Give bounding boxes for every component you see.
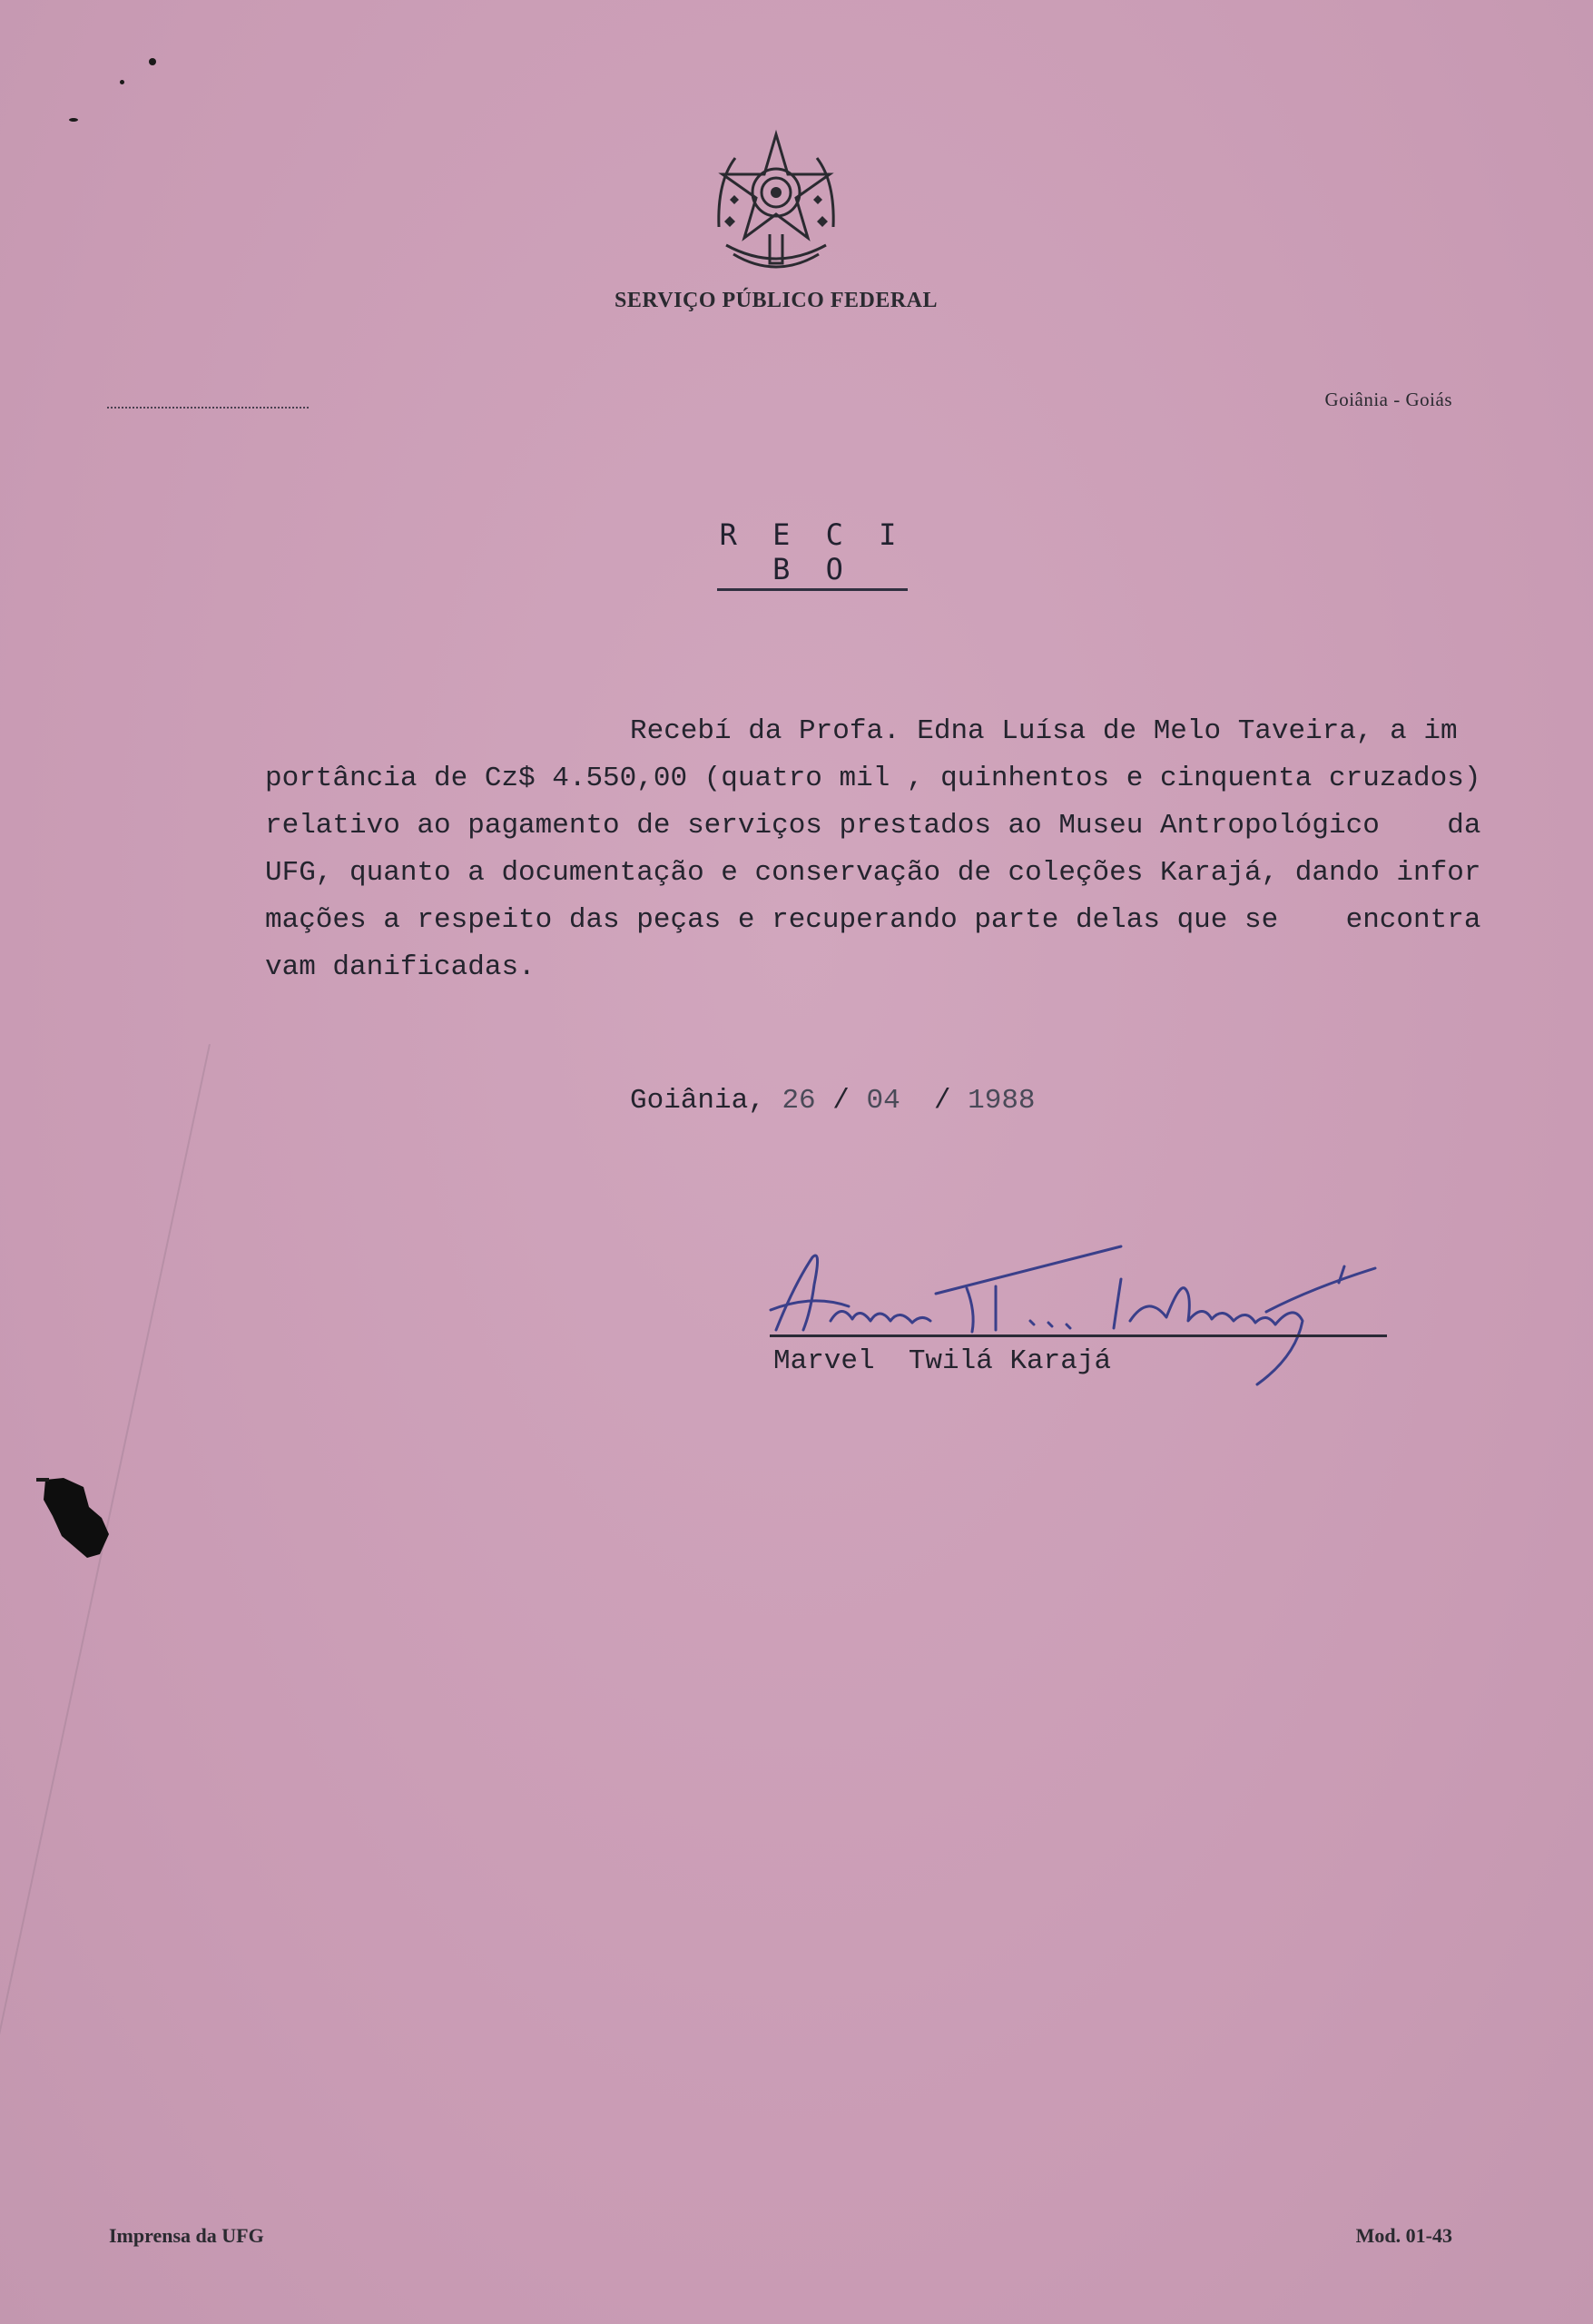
signer-name: Marvel Twilá Karajá xyxy=(773,1345,1112,1377)
body-line: vam danificadas. xyxy=(265,951,536,983)
date-place: Goiânia, xyxy=(630,1085,765,1117)
ink-specks xyxy=(54,54,127,127)
date-month: 04 xyxy=(866,1085,900,1117)
paper-crease xyxy=(0,1044,211,2288)
date-day: 26 xyxy=(782,1085,816,1117)
date-year: 1988 xyxy=(968,1085,1036,1117)
receipt-body xyxy=(265,708,1481,991)
signature-line xyxy=(770,1334,1387,1337)
city-header: Goiânia - Goiás xyxy=(1324,389,1452,410)
form-code: Mod. 01-43 xyxy=(1355,2224,1452,2247)
date-line: Goiânia, 26 / 04 / 1988 xyxy=(630,1085,1036,1117)
printer-credit: Imprensa da UFG xyxy=(109,2224,264,2247)
body-line: portância de Cz$ 4.550,00 (quatro mil , quinhentos e cinquenta cruzados) xyxy=(265,763,1481,794)
body-line: relativo ao pagamento de serviços prestados ao Museu Antropológico da xyxy=(265,810,1481,842)
dotted-line xyxy=(107,407,309,409)
ink-blot xyxy=(36,1471,118,1571)
document-title: R E C I B O xyxy=(717,517,908,591)
body-line: mações a respeito das peças e recuperando parte delas que se encontra xyxy=(265,904,1481,936)
coat-of-arms-emblem xyxy=(699,127,853,281)
body-line: UFG, quanto a documentação e conservação de coleções Karajá, dando infor xyxy=(265,857,1481,889)
service-heading: SERVIÇO PÚBLICO FEDERAL xyxy=(614,289,939,312)
body-line: Recebí da Profa. Edna Luísa de Melo Taveira, a im xyxy=(630,715,1458,747)
